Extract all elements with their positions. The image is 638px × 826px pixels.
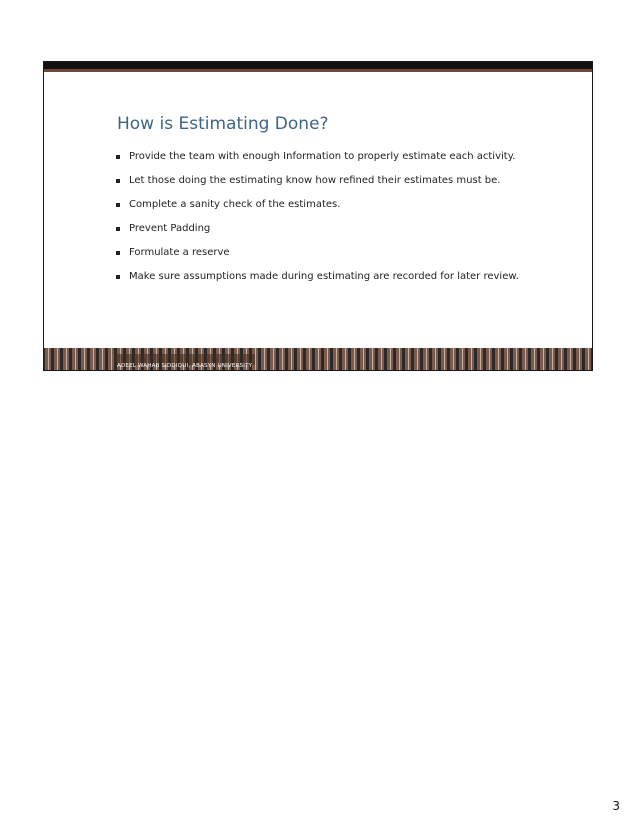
square-bullet-icon — [116, 227, 120, 231]
square-bullet-icon — [116, 251, 120, 255]
bullet-text: Make sure assumptions made during estimating are recorded for later review. — [129, 271, 519, 282]
slide-top-stripe — [44, 69, 592, 72]
bullet-text: Provide the team with enough Information to properly estimate each activity. — [129, 151, 516, 162]
square-bullet-icon — [116, 203, 120, 207]
bullet-text: Complete a sanity check of the estimates. — [129, 199, 341, 210]
bullet-item — [114, 222, 534, 236]
slide-top-bar — [44, 62, 592, 69]
bullet-item — [114, 198, 534, 212]
square-bullet-icon — [116, 275, 120, 279]
bullet-item — [114, 150, 534, 164]
bullet-text: Let those doing the estimating know how refined their estimates must be. — [129, 175, 501, 186]
bullet-text: Prevent Padding — [129, 223, 211, 234]
bullet-item — [114, 246, 534, 260]
slide-title: How is Estimating Done? — [117, 114, 329, 134]
page-number: 3 — [612, 799, 620, 813]
bullet-item — [114, 270, 534, 284]
bullet-item — [114, 174, 534, 188]
slide-footer — [114, 354, 255, 369]
bullet-text: Formulate a reserve — [129, 247, 230, 258]
footer-author-text: ADEEL WAHAB SIDDIQUI, ABASYN UNIVERSITY — [117, 363, 253, 369]
square-bullet-icon — [116, 179, 120, 183]
square-bullet-icon — [116, 155, 120, 159]
slide-frame — [43, 61, 593, 371]
bullet-list — [114, 150, 534, 294]
